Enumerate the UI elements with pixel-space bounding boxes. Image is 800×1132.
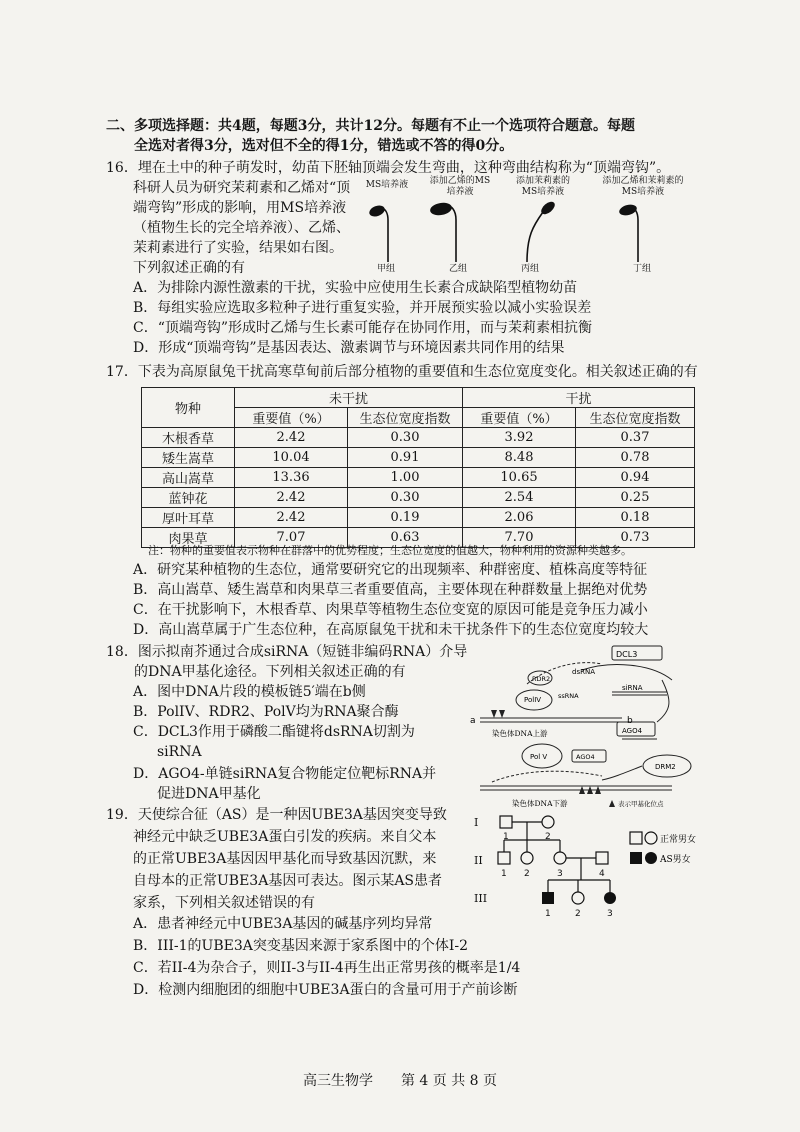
q19-option-d[interactable]: D．检测内细胞团的细胞中UBE3A蛋白的含量可用于产前诊断 bbox=[133, 982, 518, 998]
table-row bbox=[142, 508, 695, 528]
pedigree-II-2 bbox=[521, 852, 533, 864]
svg-text:1: 1 bbox=[503, 832, 509, 842]
gen-label-iii: III bbox=[474, 892, 488, 905]
q18-option-c-cont: siRNA bbox=[157, 744, 202, 760]
pedigree-I-2 bbox=[542, 816, 554, 828]
table-note: 注：物种的重要值表示物种在群落中的优势程度；生态位宽度的值越大，物种利用的资源种类越多。 bbox=[148, 544, 632, 557]
cell: 0.63 bbox=[348, 528, 463, 548]
svg-text:2: 2 bbox=[545, 832, 551, 842]
th-disturbed: 干扰 bbox=[463, 388, 695, 408]
pedigree-III-3 bbox=[604, 892, 616, 904]
page-footer: 高三生物学 第 4 页 共 8 页 bbox=[302, 1073, 498, 1089]
cell: 0.78 bbox=[576, 448, 695, 468]
q19-stem-3: 的正常UBE3A基因因甲基化而导致基因沉默，来 bbox=[133, 851, 437, 867]
cell: 0.18 bbox=[576, 508, 695, 528]
group-jia: 甲组 bbox=[376, 264, 395, 274]
legend-as: AS男女 bbox=[660, 855, 691, 865]
pedigree-III-1 bbox=[542, 892, 554, 904]
q17-option-c[interactable]: C．在干扰影响下，木根香草、肉果草等植物生态位变宽的原因可能是竞争压力减小 bbox=[133, 602, 648, 618]
cell: 0.37 bbox=[576, 428, 695, 448]
cell: 2.42 bbox=[235, 428, 348, 448]
group-yi: 乙组 bbox=[448, 264, 467, 274]
methylation-pathway-diagram bbox=[462, 640, 702, 816]
svg-text:4: 4 bbox=[599, 869, 605, 879]
q19-stem-4: 自母本的正常UBE3A基因可表达。图示某AS患者 bbox=[133, 873, 443, 889]
section-line-2: 全选对者得3分，选对但不全的得1分，错选或不答的得0分。 bbox=[134, 138, 514, 154]
fig-label-jasmonate: 添加茉莉素的MS培养液 bbox=[515, 176, 570, 197]
pedigree-II-4 bbox=[596, 852, 608, 864]
section-line-1: 二、多项选择题：共4题，每题3分，共计12分。每题有不止一个选项符合题意。每题 bbox=[106, 118, 635, 134]
cell: 1.00 bbox=[348, 468, 463, 488]
cell: 木根香草 bbox=[142, 428, 235, 448]
cell: 7.70 bbox=[463, 528, 576, 548]
cell: 13.36 bbox=[235, 468, 348, 488]
pedigree-chart bbox=[470, 810, 710, 928]
q16-stem-line: 16．埋在土中的种子萌发时，幼苗下胚轴顶端会发生弯曲，这种弯曲结构称为“顶端弯钩”。 bbox=[106, 160, 671, 176]
label-a: a bbox=[470, 716, 476, 726]
label-polv: Pol V bbox=[530, 753, 548, 761]
cell: 肉果草 bbox=[142, 528, 235, 548]
q17-option-b[interactable]: B．高山嵩草、矮生嵩草和肉果草三者重要值高，主要体现在种群数量上据绝对优势 bbox=[133, 582, 648, 598]
cell: 10.65 bbox=[463, 468, 576, 488]
q16-option-c[interactable]: C．“顶端弯钩”形成时乙烯与生长素可能存在协同作用，而与茉莉素相抗衡 bbox=[133, 320, 593, 336]
svg-text:1: 1 bbox=[501, 869, 507, 879]
cell: 10.04 bbox=[235, 448, 348, 468]
pedigree-III-2 bbox=[572, 892, 584, 904]
cell: 2.42 bbox=[235, 508, 348, 528]
cell: 0.91 bbox=[348, 448, 463, 468]
q18-option-a[interactable]: A．图中DNA片段的模板链5′端在b侧 bbox=[133, 684, 366, 700]
cell: 2.06 bbox=[463, 508, 576, 528]
label-ago4: AGO4 bbox=[622, 727, 643, 735]
q16-stem-2: 端弯钩”形成的影响，用MS培养液 bbox=[133, 200, 347, 216]
cell: 2.42 bbox=[235, 488, 348, 508]
label-rdr2: RDR2 bbox=[532, 675, 551, 683]
cell: 0.25 bbox=[576, 488, 695, 508]
plant-data-table bbox=[141, 387, 695, 548]
q16-stem-1: 科研人员为研究茉莉素和乙烯对“顶 bbox=[133, 180, 351, 196]
cell: 7.07 bbox=[235, 528, 348, 548]
label-b: b bbox=[627, 716, 633, 726]
table-row bbox=[142, 468, 695, 488]
fig-label-ms: MS培养液 bbox=[365, 180, 409, 190]
pedigree-I-1 bbox=[500, 816, 512, 828]
th-width-a: 生态位宽度指数 bbox=[348, 408, 463, 428]
cell: 0.30 bbox=[348, 488, 463, 508]
q18-option-c[interactable]: C．DCL3作用于磷酸二酯键将dsRNA切割为 bbox=[133, 724, 415, 740]
label-drm2: DRM2 bbox=[655, 763, 676, 771]
table-row bbox=[142, 428, 695, 448]
q16-option-a[interactable]: A．为排除内源性激素的干扰，实验中应使用生长素合成缺陷型植物幼苗 bbox=[133, 280, 578, 296]
q19-stem-2: 神经元中缺乏UBE3A蛋白引发的疾病。来自父本 bbox=[133, 829, 437, 845]
th-value-b: 重要值（%） bbox=[463, 408, 576, 428]
cell: 0.94 bbox=[576, 468, 695, 488]
q18-stem-1: 18．图示拟南芥通过合成siRNA（短链非编码RNA）介导 bbox=[106, 644, 468, 660]
group-bing: 丙组 bbox=[520, 264, 539, 274]
cell: 0.30 bbox=[348, 428, 463, 448]
label-dsrna: dsRNA bbox=[572, 668, 595, 676]
q17-option-d[interactable]: D．高山嵩草属于广生态位种，在高原鼠兔干扰和未干扰条件下的生态位宽度均较大 bbox=[133, 622, 649, 638]
q16-stem-5: 下列叙述正确的有 bbox=[133, 260, 245, 276]
label-sirna: siRNA bbox=[622, 684, 643, 692]
cell: 2.54 bbox=[463, 488, 576, 508]
table-row bbox=[142, 488, 695, 508]
fig-label-both: 添加乙烯和茉莉素的MS培养液 bbox=[602, 176, 684, 197]
seedling-figure bbox=[355, 176, 685, 276]
q19-option-a[interactable]: A．患者神经元中UBE3A基因的碱基序列均异常 bbox=[133, 916, 433, 932]
q16-option-b[interactable]: B．每组实验应选取多粒种子进行重复实验，并开展预实验以减小实验误差 bbox=[133, 300, 592, 316]
svg-text:1: 1 bbox=[545, 909, 551, 919]
th-species: 物种 bbox=[142, 388, 235, 428]
cell: 蓝钟花 bbox=[142, 488, 235, 508]
q17-stem: 17．下表为高原鼠兔干扰高寒草甸前后部分植物的重要值和生态位宽度变化。相关叙述正确的有 bbox=[106, 364, 698, 380]
q19-stem-1: 19．天使综合征（AS）是一种因UBE3A基因突变导致 bbox=[106, 807, 447, 823]
label-ssrna: ssRNA bbox=[558, 692, 579, 700]
q19-stem-5: 家系，下列相关叙述错误的有 bbox=[133, 895, 315, 911]
legend-normal: 正常男女 bbox=[660, 835, 697, 845]
q19-option-b[interactable]: B．III-1的UBE3A突变基因来源于家系图中的个体I-2 bbox=[133, 938, 469, 954]
label-methylation-legend: 表示甲基化位点 bbox=[618, 800, 664, 808]
svg-text:2: 2 bbox=[524, 869, 530, 879]
q18-option-d[interactable]: D．AGO4-单链siRNA复合物能定位靶标RNA并 bbox=[133, 766, 437, 782]
q18-stem-2: 的DNA甲基化途径。下列相关叙述正确的有 bbox=[134, 664, 406, 680]
th-value-a: 重要值（%） bbox=[235, 408, 348, 428]
svg-text:2: 2 bbox=[575, 909, 581, 919]
cell: 3.92 bbox=[463, 428, 576, 448]
section-header bbox=[106, 116, 635, 156]
gen-label-i: I bbox=[474, 816, 479, 829]
cell: 0.73 bbox=[576, 528, 695, 548]
pedigree-II-3 bbox=[554, 852, 566, 864]
q17-option-a[interactable]: A．研究某种植物的生态位，通常要研究它的出现频率、种群密度、植株高度等特征 bbox=[133, 562, 648, 578]
cell: 厚叶耳草 bbox=[142, 508, 235, 528]
cell: 高山嵩草 bbox=[142, 468, 235, 488]
svg-text:3: 3 bbox=[557, 869, 563, 879]
cell: 0.19 bbox=[348, 508, 463, 528]
label-poliv: PolIV bbox=[524, 696, 542, 704]
q16-stem-4: 茉莉素进行了实验，结果如右图。 bbox=[133, 240, 343, 256]
fig-label-ethylene: 添加乙烯的MS培养液 bbox=[429, 176, 491, 197]
group-ding: 丁组 bbox=[632, 264, 651, 274]
label-downstream: 染色体DNA下游 bbox=[512, 799, 568, 808]
table-row bbox=[142, 448, 695, 468]
q16-option-d[interactable]: D．形成“顶端弯钩”是基因表达、激素调节与环境因素共同作用的结果 bbox=[133, 340, 565, 356]
q16-stem-3: （植物生长的完全培养液）、乙烯、 bbox=[133, 220, 350, 236]
th-width-b: 生态位宽度指数 bbox=[576, 408, 695, 428]
q18-option-b[interactable]: B．PolIV、RDR2、PolV均为RNA聚合酶 bbox=[133, 704, 399, 720]
gen-label-ii: II bbox=[474, 854, 483, 867]
q18-option-d-cont: 促进DNA甲基化 bbox=[157, 786, 261, 802]
cell: 8.48 bbox=[463, 448, 576, 468]
label-ago4-2: AGO4 bbox=[576, 753, 595, 761]
th-undisturbed: 未干扰 bbox=[235, 388, 463, 408]
label-dcl3: DCL3 bbox=[616, 650, 638, 659]
seedling-bing bbox=[527, 212, 543, 262]
seedlings-drawing bbox=[355, 198, 685, 264]
svg-text:3: 3 bbox=[607, 909, 613, 919]
pedigree-II-1 bbox=[498, 852, 510, 864]
cell: 矮生嵩草 bbox=[142, 448, 235, 468]
q19-option-c[interactable]: C．若II-4为杂合子，则II-3与II-4再生出正常男孩的概率是1/4 bbox=[133, 960, 521, 976]
label-upstream: 染色体DNA上游 bbox=[492, 729, 548, 738]
